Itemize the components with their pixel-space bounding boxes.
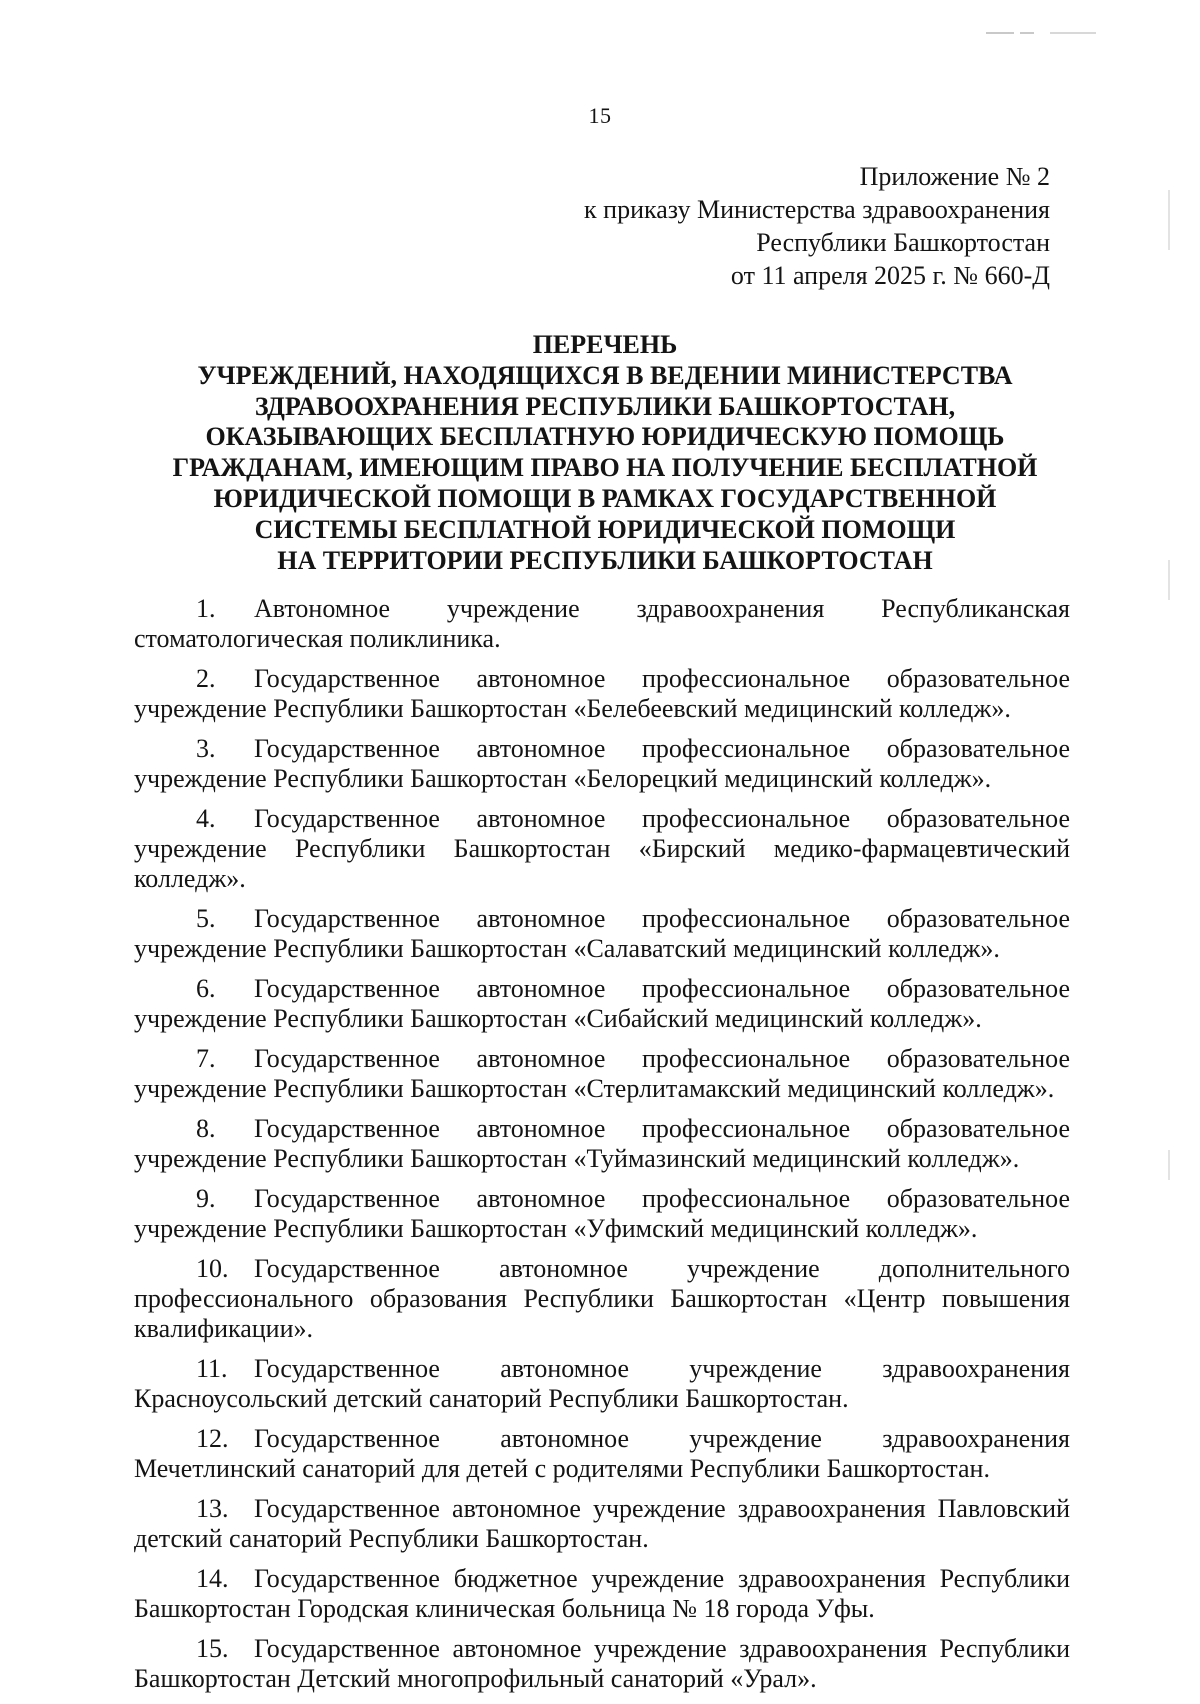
- item-number: 8.: [196, 1114, 216, 1143]
- document-title: [140, 330, 1070, 576]
- institutions-list: [134, 594, 1070, 1704]
- scan-artifact: [1168, 1150, 1170, 1180]
- list-item: [134, 1354, 1070, 1414]
- title-line: ГРАЖДАНАМ, ИМЕЮЩИМ ПРАВО НА ПОЛУЧЕНИЕ БЕСПЛАТНОЙ: [172, 453, 1038, 483]
- list-item: [134, 1114, 1070, 1174]
- annex-line: Приложение № 2: [859, 162, 1050, 191]
- title-line: ЗДРАВООХРАНЕНИЯ РЕСПУБЛИКИ БАШКОРТОСТАН,: [254, 391, 956, 421]
- item-text: Государственное автономное профессиональное образовательное учреждение Республики Башкортостан «Уфимский медицинский колледж».: [134, 1184, 1070, 1243]
- item-number: 10.: [196, 1254, 229, 1283]
- item-number: 14.: [196, 1564, 229, 1593]
- item-text: Государственное автономное профессиональное образовательное учреждение Республики Башкортостан «Сибайский медицинский колледж».: [134, 974, 1070, 1033]
- item-number: 15.: [196, 1634, 229, 1663]
- title-line: НА ТЕРРИТОРИИ РЕСПУБЛИКИ БАШКОРТОСТАН: [277, 545, 933, 575]
- item-number: 9.: [196, 1184, 216, 1213]
- item-number: 3.: [196, 734, 216, 763]
- scan-artifact: [1168, 190, 1170, 250]
- item-text: Автономное учреждение здравоохранения Республиканская стоматологическая поликлиника.: [134, 594, 1070, 653]
- item-number: 12.: [196, 1424, 229, 1453]
- list-item: [134, 1254, 1070, 1344]
- scan-artifact: [1050, 32, 1096, 34]
- item-number: 1.: [196, 594, 216, 623]
- title-line: ЮРИДИЧЕСКОЙ ПОМОЩИ В РАМКАХ ГОСУДАРСТВЕННОЙ: [213, 483, 997, 513]
- page-number: 15: [588, 103, 612, 128]
- item-number: 4.: [196, 804, 216, 833]
- item-text: Государственное автономное учреждение здравоохранения Мечетлинский санаторий для детей с родителями Республики Башкортостан.: [134, 1424, 1070, 1483]
- scan-artifact: [986, 32, 1014, 34]
- item-number: 7.: [196, 1044, 216, 1073]
- annex-line: Республики Башкортостан: [756, 228, 1050, 257]
- list-item: [134, 1184, 1070, 1244]
- list-item: [134, 734, 1070, 794]
- list-item: [134, 1634, 1070, 1694]
- list-item: [134, 974, 1070, 1034]
- item-text: Государственное автономное профессиональное образовательное учреждение Республики Башкортостан «Белебеевский медицинский колледж».: [134, 664, 1070, 723]
- title-line: СИСТЕМЫ БЕСПЛАТНОЙ ЮРИДИЧЕСКОЙ ПОМОЩИ: [254, 514, 956, 544]
- item-text: Государственное бюджетное учреждение здравоохранения Республики Башкортостан Городская клиническая больница № 18 города Уфы.: [134, 1564, 1070, 1623]
- list-item: [134, 1494, 1070, 1554]
- item-text: Государственное автономное профессиональное образовательное учреждение Республики Башкортостан «Салаватский медицинский колледж».: [134, 904, 1070, 963]
- list-item: [134, 1044, 1070, 1104]
- item-text: Государственное автономное учреждение здравоохранения Красноусольский детский санаторий Республики Башкортостан.: [134, 1354, 1070, 1413]
- item-text: Государственное автономное профессиональное образовательное учреждение Республики Башкортостан «Бирский медико-фармацевтический колледж».: [134, 804, 1070, 893]
- item-number: 5.: [196, 904, 216, 933]
- title-line: ОКАЗЫВАЮЩИХ БЕСПЛАТНУЮ ЮРИДИЧЕСКУЮ ПОМОЩЬ: [205, 422, 1005, 452]
- item-text: Государственное автономное учреждение дополнительного профессионального образования Республики Башкортостан «Центр повышения квалификации».: [134, 1254, 1070, 1343]
- annex-line: от 11 апреля 2025 г. № 660-Д: [730, 261, 1050, 290]
- annex-block: [450, 160, 1050, 292]
- list-item: [134, 904, 1070, 964]
- item-number: 6.: [196, 974, 216, 1003]
- item-number: 2.: [196, 664, 216, 693]
- list-item: [134, 804, 1070, 894]
- item-text: Государственное автономное профессиональное образовательное учреждение Республики Башкортостан «Белорецкий медицинский колледж».: [134, 734, 1070, 793]
- item-text: Государственное автономное профессиональное образовательное учреждение Республики Башкортостан «Стерлитамакский медицинский колледж».: [134, 1044, 1070, 1103]
- title-line: ПЕРЕЧЕНЬ: [532, 330, 678, 359]
- list-item: [134, 1564, 1070, 1624]
- item-text: Государственное автономное учреждение здравоохранения Павловский детский санаторий Республики Башкортостан.: [134, 1494, 1070, 1553]
- list-item: [134, 1424, 1070, 1484]
- item-number: 13.: [196, 1494, 229, 1523]
- annex-line: к приказу Министерства здравоохранения: [584, 195, 1050, 224]
- scan-artifact: [1020, 32, 1034, 34]
- title-line: УЧРЕЖДЕНИЙ, НАХОДЯЩИХСЯ В ВЕДЕНИИ МИНИСТЕРСТВА: [197, 360, 1013, 390]
- scan-artifact: [1168, 560, 1170, 600]
- item-text: Государственное автономное учреждение здравоохранения Республики Башкортостан Детский многопрофильный санаторий «Урал».: [134, 1634, 1070, 1693]
- list-item: [134, 594, 1070, 654]
- item-number: 11.: [196, 1354, 228, 1383]
- list-item: [134, 664, 1070, 724]
- item-text: Государственное автономное профессиональное образовательное учреждение Республики Башкортостан «Туймазинский медицинский колледж».: [134, 1114, 1070, 1173]
